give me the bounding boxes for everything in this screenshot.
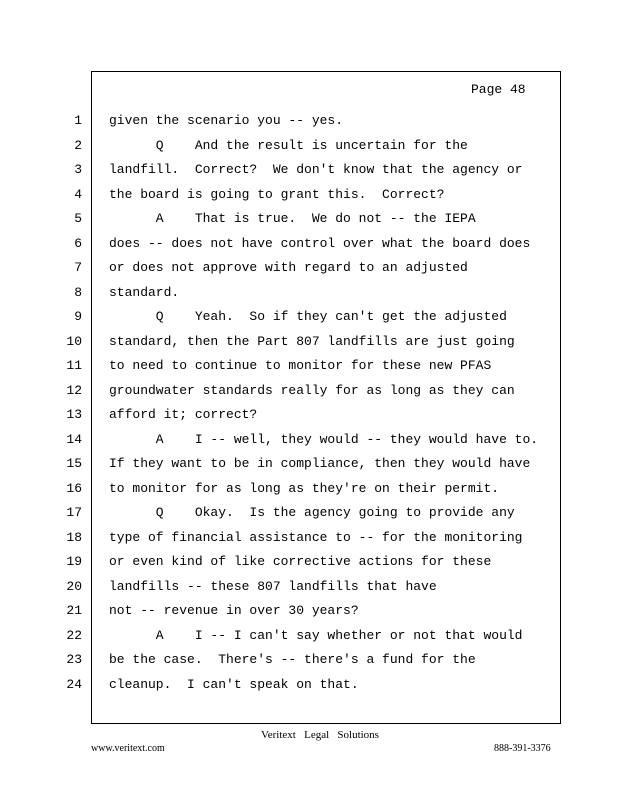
transcript-line xyxy=(0,382,618,407)
line-number: 5 xyxy=(74,211,82,226)
line-number: 7 xyxy=(74,260,82,275)
line-number: 12 xyxy=(66,382,82,398)
line-number: 2 xyxy=(74,137,82,153)
transcript-line xyxy=(0,186,618,211)
line-number: 14 xyxy=(66,431,82,447)
transcript-line xyxy=(0,112,618,137)
line-number: 10 xyxy=(66,333,82,349)
line-number: 18 xyxy=(66,529,82,545)
line-number: 23 xyxy=(66,652,82,667)
transcript-line xyxy=(0,676,618,701)
transcript-line xyxy=(0,235,618,260)
line-text: or even kind of like corrective actions for these xyxy=(109,554,492,569)
transcript-line xyxy=(0,504,618,529)
line-number: 13 xyxy=(66,407,82,422)
transcript-line xyxy=(0,333,618,358)
line-text: A I -- I can't say whether or not that would xyxy=(109,627,523,643)
line-text: standard, then the Part 807 landfills are just going xyxy=(109,333,515,349)
transcript-line xyxy=(0,210,618,235)
line-number: 16 xyxy=(66,480,82,496)
transcript-line xyxy=(0,431,618,456)
line-text: groundwater standards really for as long as they can xyxy=(109,382,515,398)
line-text: not -- revenue in over 30 years? xyxy=(109,603,359,618)
transcript-lines xyxy=(0,112,618,700)
transcript-line xyxy=(0,137,618,162)
transcript-line xyxy=(0,308,618,333)
line-number: 6 xyxy=(74,235,82,251)
transcript-line xyxy=(0,651,618,676)
line-number: 8 xyxy=(74,284,82,300)
transcript-line xyxy=(0,578,618,603)
line-text: If they want to be in compliance, then they would have xyxy=(109,456,531,471)
transcript-line xyxy=(0,406,618,431)
line-text: to monitor for as long as they're on their permit. xyxy=(109,480,500,496)
line-text: landfill. Correct? We don't know that the agency or xyxy=(109,162,523,177)
transcript-line xyxy=(0,480,618,505)
line-text: landfills -- these 807 landfills that have xyxy=(109,578,437,594)
line-number: 4 xyxy=(74,186,82,202)
transcript-line xyxy=(0,602,618,627)
line-text: A That is true. We do not -- the IEPA xyxy=(109,211,476,226)
line-number: 15 xyxy=(66,456,82,471)
transcript-line xyxy=(0,259,618,284)
line-text: Q And the result is uncertain for the xyxy=(109,137,468,153)
line-number: 24 xyxy=(66,676,82,692)
line-text: cleanup. I can't speak on that. xyxy=(109,676,359,692)
line-number: 3 xyxy=(74,162,82,177)
transcript-line xyxy=(0,357,618,382)
line-text: Q Okay. Is the agency going to provide any xyxy=(109,505,515,520)
transcript-line xyxy=(0,627,618,652)
footer-website: www.veritext.com xyxy=(91,743,165,754)
line-number: 19 xyxy=(66,554,82,569)
line-text: A I -- well, they would -- they would have to. xyxy=(109,431,539,447)
transcript-line xyxy=(0,161,618,186)
line-number: 11 xyxy=(66,358,82,373)
line-text: standard. xyxy=(109,284,180,300)
transcript-line xyxy=(0,529,618,554)
line-text: does -- does not have control over what the board does xyxy=(109,235,531,251)
line-number: 20 xyxy=(66,578,82,594)
transcript-line xyxy=(0,553,618,578)
footer-phone: 888-391-3376 xyxy=(494,743,551,754)
line-text: type of financial assistance to -- for the monitoring xyxy=(109,529,523,545)
line-text: or does not approve with regard to an adjusted xyxy=(109,260,468,275)
line-text: the board is going to grant this. Correct? xyxy=(109,186,445,202)
line-number: 17 xyxy=(66,505,82,520)
transcript-line xyxy=(0,284,618,309)
line-text: Q Yeah. So if they can't get the adjusted xyxy=(109,309,507,324)
line-number: 9 xyxy=(74,309,82,324)
line-number: 21 xyxy=(66,603,82,618)
line-number: 22 xyxy=(66,627,82,643)
line-text: to need to continue to monitor for these new PFAS xyxy=(109,358,492,373)
footer-company: Veritext Legal Solutions xyxy=(261,729,379,741)
line-text: afford it; correct? xyxy=(109,407,258,422)
line-text: be the case. There's -- there's a fund for the xyxy=(109,652,476,667)
page-number-label: Page 48 xyxy=(471,82,526,97)
line-number: 1 xyxy=(74,113,82,128)
line-text: given the scenario you -- yes. xyxy=(109,113,344,128)
transcript-line xyxy=(0,455,618,480)
